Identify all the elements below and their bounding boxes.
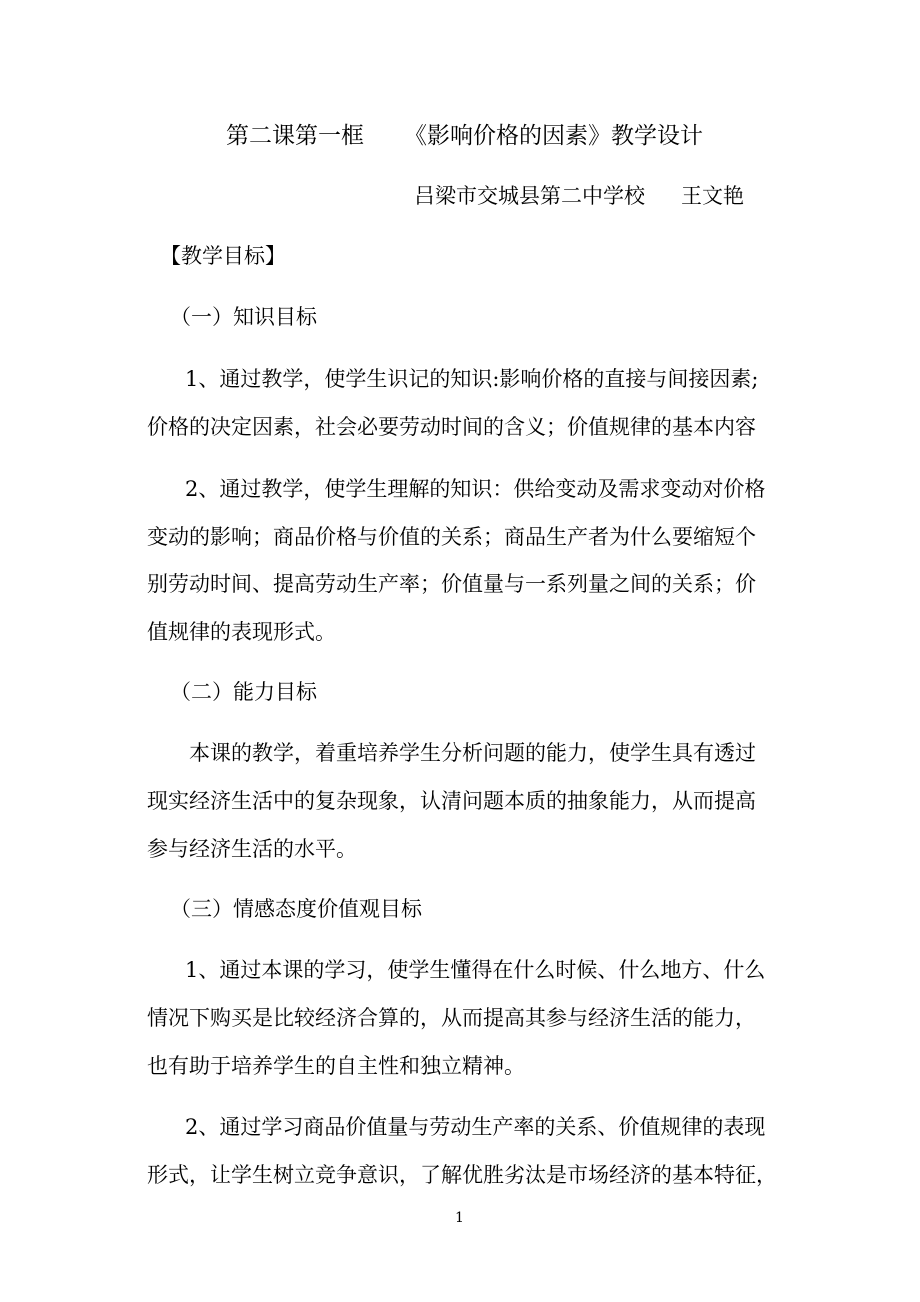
paragraph-line: 变动的影响；商品价格与价值的关系；商品生产者为什么要缩短个 (147, 525, 756, 549)
paragraph-line: 2、通过学习商品价值量与劳动生产率的关系、价值规律的表现 (185, 1115, 766, 1139)
paragraph-line: 别劳动时间、提高劳动生产率；价值量与一系列量之间的关系；价 (147, 572, 756, 596)
paragraph-line: 2、通过教学，使学生理解的知识：供给变动及需求变动对价格 (185, 477, 766, 501)
paragraph-line: 价格的决定因素，社会必要劳动时间的含义；价值规律的基本内容 (147, 415, 756, 439)
paragraph-line: 情况下购买是比较经济合算的，从而提高其参与经济生活的能力， (147, 1006, 756, 1030)
paragraph-line: 值规律的表现形式。 (147, 620, 336, 644)
ability-heading: （二）能力目标 (170, 680, 317, 704)
title-part2: 《影响价格的因素》教学设计 (404, 123, 703, 149)
emotion-heading: （三）情感态度价值观目标 (170, 897, 422, 921)
section-heading: 【教学目标】 (160, 244, 286, 268)
knowledge-heading: （一）知识目标 (170, 305, 317, 329)
title-part1: 第二课第一框 (226, 123, 364, 149)
paragraph-line: 也有助于培养学生的自主性和独立精神。 (147, 1054, 525, 1078)
document-title (226, 123, 703, 149)
paragraph-line: 1、通过教学，使学生识记的知识:影响价格的直接与间接因素; (185, 367, 759, 391)
paragraph-line: 参与经济生活的水平。 (147, 837, 357, 861)
page-number: 1 (455, 1210, 464, 1226)
author-name: 王文艳 (681, 184, 744, 208)
paragraph-line: 1、通过本课的学习，使学生懂得在什么时候、什么地方、什么 (185, 958, 766, 982)
author-school: 吕梁市交城县第二中学校 (414, 184, 645, 208)
paragraph-line: 本课的教学，着重培养学生分析问题的能力，使学生具有透过 (189, 741, 756, 765)
paragraph-line: 现实经济生活中的复杂现象，认清问题本质的抽象能力，从而提高 (147, 789, 756, 813)
author-line (414, 183, 744, 209)
paragraph-line: 形式，让学生树立竞争意识，了解优胜劣汰是市场经济的基本特征， (147, 1163, 777, 1187)
